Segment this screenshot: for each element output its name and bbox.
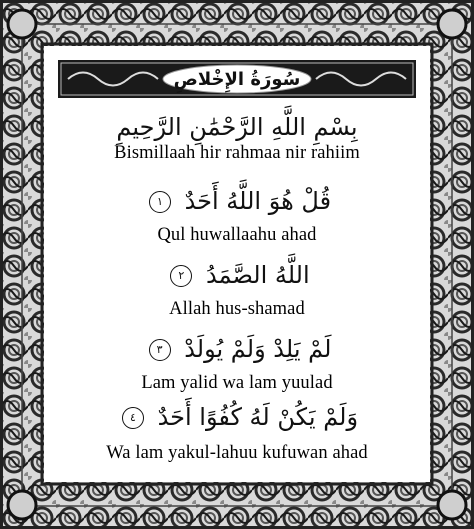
verse-arabic: [44, 186, 430, 216]
verse-arabic-text: وَلَمْ يَكُنْ لَهُ كُفُوًا أَحَدٌ: [157, 403, 359, 431]
verse-3: [44, 334, 430, 394]
content-panel: [44, 46, 430, 482]
verse-1: [44, 186, 430, 246]
verse-2: [44, 260, 430, 320]
verse-basmala: [44, 112, 430, 164]
verse-arabic-text: لَمْ يَلِدْ وَلَمْ يُولَدْ: [184, 335, 332, 363]
verse-arabic: [44, 260, 430, 290]
ayah-number-icon: ٣: [149, 339, 171, 361]
surah-title: سُورَةُ الإِخْلاصِ: [173, 68, 301, 90]
title-band: [58, 60, 416, 98]
ayah-number-icon: ٢: [170, 265, 192, 287]
verse-arabic: بِسْمِ اللَّهِ الرَّحْمَٰنِ الرَّحِيمِ: [116, 113, 358, 141]
verse-transliteration: Lam yalid wa lam yuulad: [141, 373, 333, 393]
verse-arabic: [44, 334, 430, 364]
verse-arabic-text: اللَّهُ الصَّمَدُ: [205, 261, 310, 289]
verse-arabic: [44, 402, 430, 432]
verse-transliteration: Allah hus-shamad: [169, 299, 305, 319]
verse-transliteration: Qul huwallaahu ahad: [157, 225, 317, 245]
verse-transliteration: Wa lam yakul-lahuu kufuwan ahad: [106, 443, 368, 463]
verse-4: [44, 402, 430, 464]
ayah-number-icon: ١: [149, 191, 171, 213]
verse-arabic-text: قُلْ هُوَ اللَّهُ أَحَدٌ: [184, 187, 332, 215]
verse-transliteration: Bismillaah hir rahmaa nir rahiim: [114, 143, 360, 163]
ayah-number-icon: ٤: [122, 407, 144, 429]
